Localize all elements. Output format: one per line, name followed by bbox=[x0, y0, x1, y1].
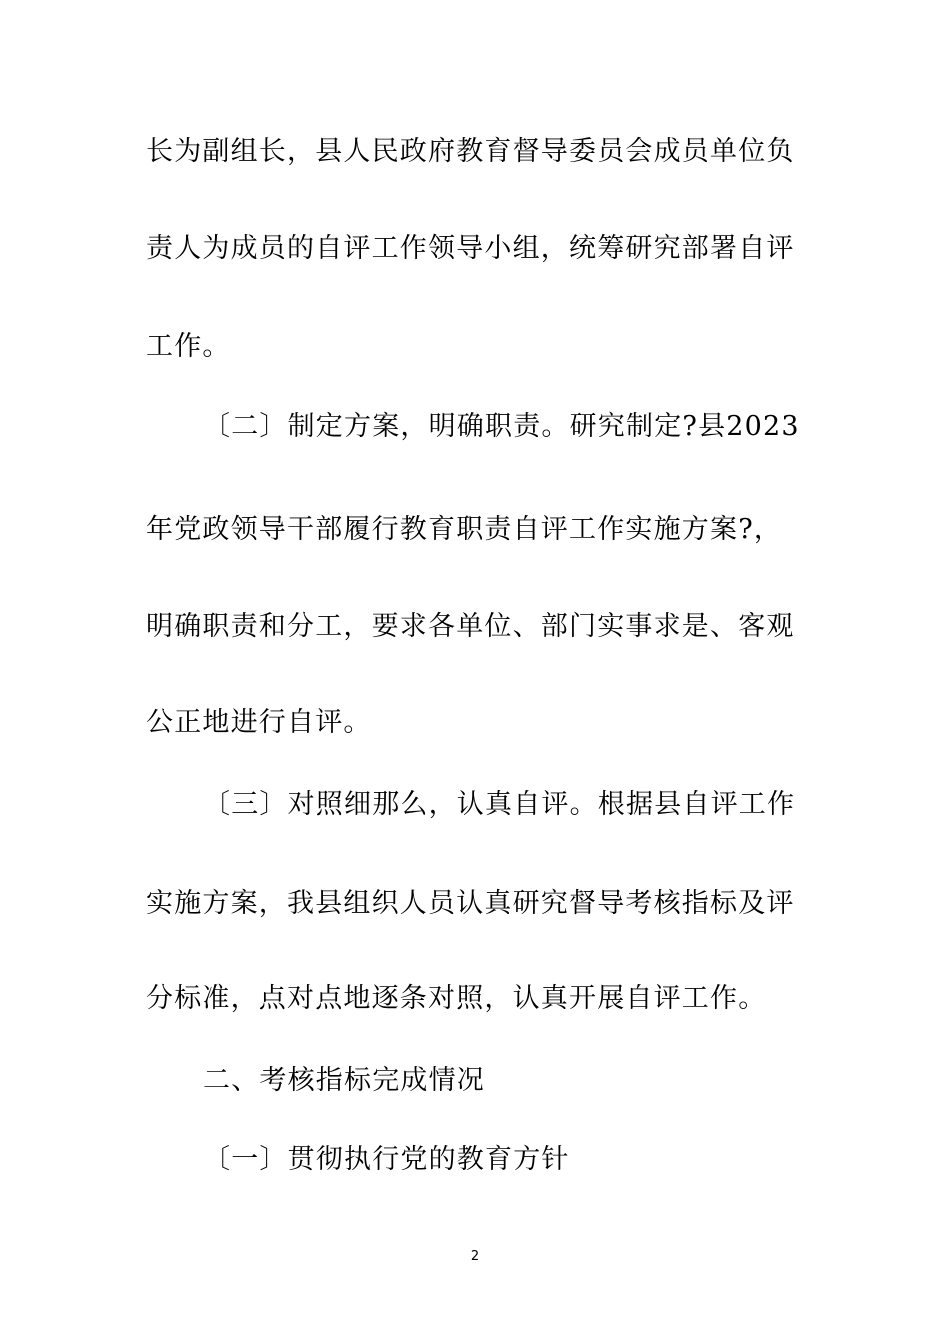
paragraph-line: 公正地进行自评。 bbox=[146, 707, 372, 738]
paragraph-line: 实施方案，我县组织人员认真研究督导考核指标及评 bbox=[146, 888, 795, 919]
paragraph-line: 〔二〕制定方案，明确职责。研究制定?县2023 bbox=[203, 411, 800, 442]
paragraph-line: 明确职责和分工，要求各单位、部门实事求是、客观 bbox=[146, 611, 795, 642]
paragraph-line: 长为副组长，县人民政府教育督导委员会成员单位负 bbox=[146, 136, 795, 167]
paragraph-line: 分标准，点对点地逐条对照，认真开展自评工作。 bbox=[146, 983, 767, 1014]
paragraph-line: 〔三〕对照细那么，认真自评。根据县自评工作 bbox=[203, 789, 796, 820]
subsection-heading: 〔一〕贯彻执行党的教育方针 bbox=[203, 1144, 570, 1175]
section-heading: 二、考核指标完成情况 bbox=[203, 1065, 485, 1096]
page-number: 2 bbox=[470, 1249, 480, 1264]
paragraph-line: 年党政领导干部履行教育职责自评工作实施方案?， bbox=[146, 514, 783, 545]
paragraph-line: 工作。 bbox=[146, 331, 231, 362]
paragraph-line: 责人为成员的自评工作领导小组，统筹研究部署自评 bbox=[146, 233, 795, 264]
